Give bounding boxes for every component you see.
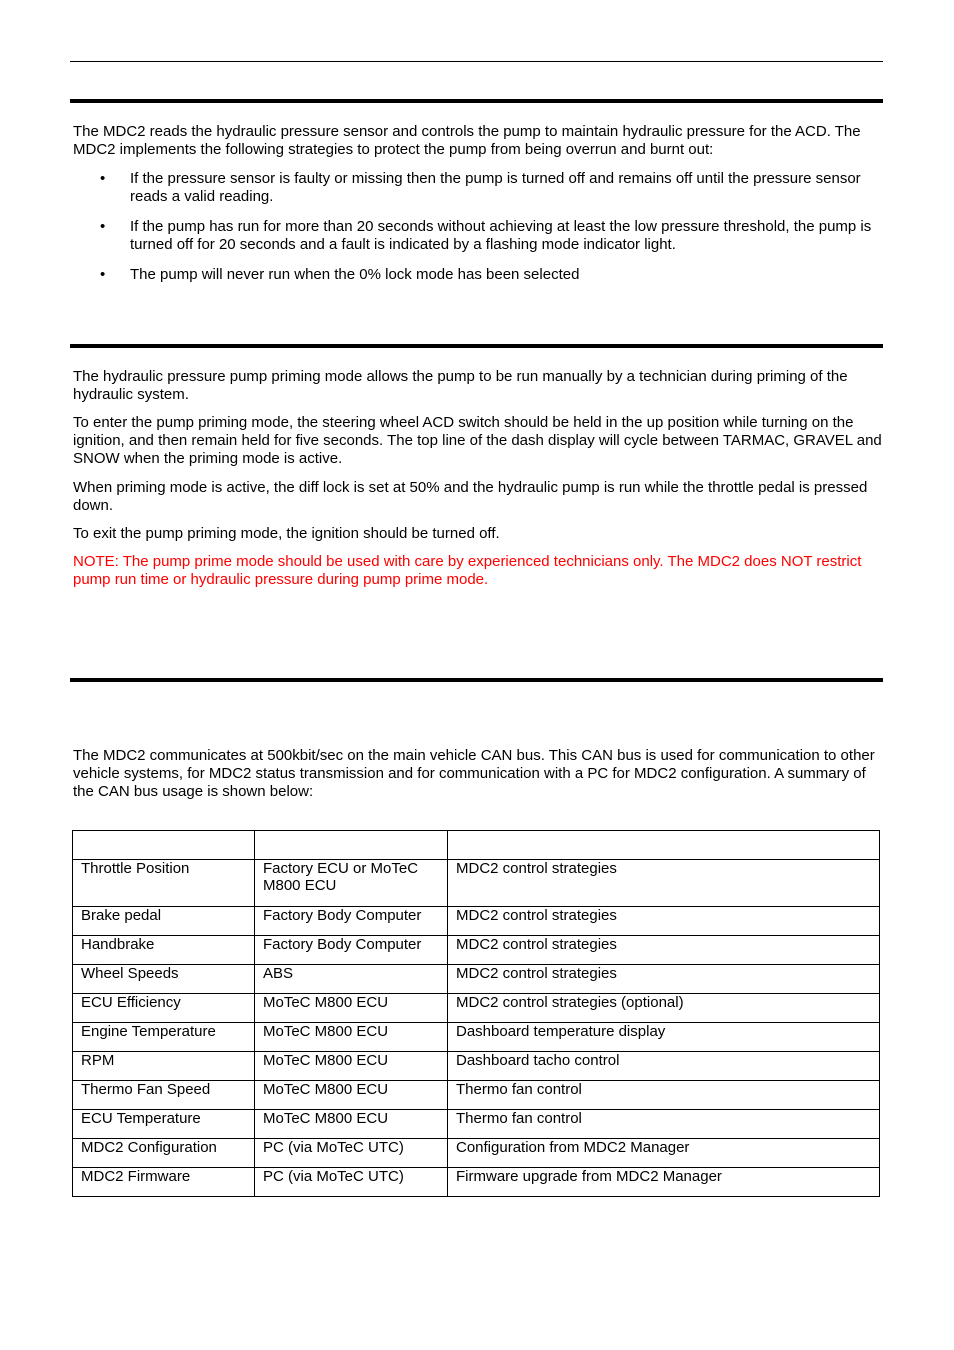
table-row bbox=[73, 936, 880, 965]
table-cell-source: Factory ECU or MoTeC M800 ECU bbox=[255, 860, 448, 907]
table-header-cell bbox=[255, 831, 448, 860]
table-cell-data: MDC2 Firmware bbox=[73, 1168, 255, 1197]
table-row bbox=[73, 1168, 880, 1197]
pump-protection-intro: The MDC2 reads the hydraulic pressure sensor and controls the pump to maintain hydraulic pressure for the ACD. The MDC2 implements the following strategies to protect the pump from being overrun and burnt out: bbox=[73, 123, 861, 158]
table-cell-use: Firmware upgrade from MDC2 Manager bbox=[448, 1168, 880, 1197]
priming-para-2: To enter the pump priming mode, the steering wheel ACD switch should be held in the up position while turning on the ignition, and then remain held for five seconds. The top line of the dash display will cycle between TARMAC, GRAVEL and SNOW when the priming mode is active. bbox=[73, 414, 882, 467]
list-item-text: The pump will never run when the 0% lock mode has been selected bbox=[130, 266, 580, 283]
table-cell-source: MoTeC M800 ECU bbox=[255, 1110, 448, 1139]
section-divider-can bbox=[70, 678, 883, 682]
list-item-text: If the pump has run for more than 20 seconds without achieving at least the low pressure threshold, the pump is turned off for 20 seconds and a fault is indicated by a flashing mode indicator light. bbox=[130, 218, 872, 253]
table-cell-use: MDC2 control strategies (optional) bbox=[448, 994, 880, 1023]
table-cell-data: MDC2 Configuration bbox=[73, 1139, 255, 1168]
table-cell-source: MoTeC M800 ECU bbox=[255, 1023, 448, 1052]
table-cell-source: PC (via MoTeC UTC) bbox=[255, 1139, 448, 1168]
table-cell-use: MDC2 control strategies bbox=[448, 907, 880, 936]
table-row bbox=[73, 1052, 880, 1081]
priming-note: NOTE: The pump prime mode should be used with care by experienced technicians only. The MDC2 does NOT restrict pump run time or hydraulic pressure during pump prime mode. bbox=[73, 553, 862, 588]
table-cell-use: Thermo fan control bbox=[448, 1110, 880, 1139]
table-cell-data: ECU Efficiency bbox=[73, 994, 255, 1023]
table-cell-source: MoTeC M800 ECU bbox=[255, 994, 448, 1023]
table-cell-source: ABS bbox=[255, 965, 448, 994]
table-cell-use: Dashboard tacho control bbox=[448, 1052, 880, 1081]
table-row bbox=[73, 1139, 880, 1168]
table-cell-data: Wheel Speeds bbox=[73, 965, 255, 994]
section-divider-priming bbox=[70, 344, 883, 348]
bullet-icon: • bbox=[100, 218, 106, 235]
table-row bbox=[73, 994, 880, 1023]
table-cell-source: MoTeC M800 ECU bbox=[255, 1081, 448, 1110]
table-cell-use: Thermo fan control bbox=[448, 1081, 880, 1110]
table-cell-use: Dashboard temperature display bbox=[448, 1023, 880, 1052]
table-cell-data: Engine Temperature bbox=[73, 1023, 255, 1052]
list-item-text: If the pressure sensor is faulty or missing then the pump is turned off and remains off until the pressure sensor reads a valid reading. bbox=[130, 170, 861, 205]
table-cell-use: Configuration from MDC2 Manager bbox=[448, 1139, 880, 1168]
table-cell-data: Handbrake bbox=[73, 936, 255, 965]
table-row bbox=[73, 965, 880, 994]
table-header-row bbox=[73, 831, 880, 860]
table-cell-source: Factory Body Computer bbox=[255, 907, 448, 936]
table-cell-data: Brake pedal bbox=[73, 907, 255, 936]
can-bus-table bbox=[72, 830, 880, 1197]
bullet-icon: • bbox=[100, 266, 106, 283]
table-row bbox=[73, 1023, 880, 1052]
can-intro: The MDC2 communicates at 500kbit/sec on the main vehicle CAN bus. This CAN bus is used for communication to other vehicle systems, for MDC2 status transmission and for communication with a PC for MDC2 configuration. A summary of the CAN bus usage is shown below: bbox=[73, 747, 875, 800]
table-cell-use: MDC2 control strategies bbox=[448, 860, 880, 907]
table-cell-source: Factory Body Computer bbox=[255, 936, 448, 965]
table-header-cell bbox=[73, 831, 255, 860]
table-cell-use: MDC2 control strategies bbox=[448, 936, 880, 965]
table-row bbox=[73, 1081, 880, 1110]
table-cell-data: Thermo Fan Speed bbox=[73, 1081, 255, 1110]
table-cell-use: MDC2 control strategies bbox=[448, 965, 880, 994]
section-divider-pump-protection bbox=[70, 99, 883, 103]
bullet-icon: • bbox=[100, 170, 106, 187]
header-rule bbox=[70, 61, 883, 62]
table-cell-data: ECU Temperature bbox=[73, 1110, 255, 1139]
priming-para-4: To exit the pump priming mode, the ignition should be turned off. bbox=[73, 525, 500, 542]
table-row bbox=[73, 907, 880, 936]
table-row bbox=[73, 1110, 880, 1139]
table-cell-data: Throttle Position bbox=[73, 860, 255, 907]
table-cell-source: MoTeC M800 ECU bbox=[255, 1052, 448, 1081]
priming-para-1: The hydraulic pressure pump priming mode allows the pump to be run manually by a technician during priming of the hydraulic system. bbox=[73, 368, 848, 403]
priming-para-3: When priming mode is active, the diff lock is set at 50% and the hydraulic pump is run while the throttle pedal is pressed down. bbox=[73, 479, 868, 514]
table-cell-data: RPM bbox=[73, 1052, 255, 1081]
table-cell-source: PC (via MoTeC UTC) bbox=[255, 1168, 448, 1197]
table-header-cell bbox=[448, 831, 880, 860]
table-row bbox=[73, 860, 880, 907]
